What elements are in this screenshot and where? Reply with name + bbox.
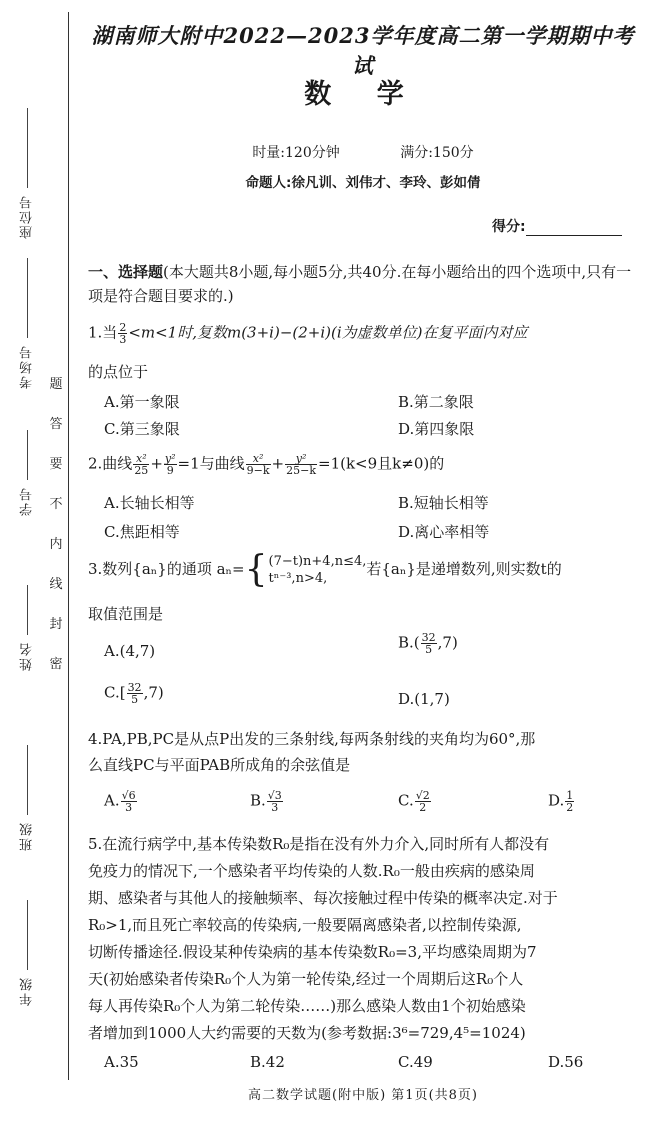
- question-3-line2: 取值范围是: [88, 605, 164, 623]
- exam-no-field[interactable]: [18, 258, 37, 389]
- grade-field[interactable]: [18, 900, 37, 1006]
- q4-option-b: B. $\frac{√3}{3}$: [250, 789, 282, 814]
- question-5-line6: 天(初始感染者传染R₀个人为第一轮传染,经过一个周期后这R₀个人: [88, 970, 524, 988]
- q1-option-b: B.第二象限: [398, 393, 474, 411]
- question-5-line8: 者增加到1000人大约需要的天数为(参考数据:3⁶=729,4⁵=1024): [88, 1024, 526, 1042]
- q3-brace: {: [244, 549, 268, 590]
- seat-field[interactable]: [18, 108, 37, 239]
- binding-line: [68, 12, 69, 1080]
- exam-subject: 数 学: [304, 79, 422, 110]
- exam-no-label: 考场号: [20, 344, 35, 389]
- section-desc: (本大题共8小题,每小题5分,共40分.在每小题给出的四个选项中,只有一项是符合题目要求的.): [88, 263, 632, 305]
- exam-time: 时量:120分钟: [252, 145, 340, 161]
- question-3: 3.数列{aₙ}的通项 aₙ={ (7−t)n+4,n≤4, tⁿ⁻³,n>4, 若{aₙ}是递增数列,则实数t的: [88, 549, 562, 590]
- q4-option-d: D. $\frac{1}{2}$: [548, 789, 574, 814]
- q2-option-d: D.离心率相等: [398, 523, 490, 541]
- binding-margin: [0, 0, 70, 1122]
- question-1: 1.当 $\frac{2}{3}$ <m<1时,复数m(3+i)−(2+i)(i为虚数单位)在复平面内对应: [88, 321, 528, 346]
- exam-meta: [88, 142, 638, 162]
- exam-full-score: 满分:150分: [400, 145, 474, 161]
- q2-option-a: A.长轴长相等: [104, 494, 195, 512]
- q5-option-c: C.49: [398, 1053, 433, 1071]
- q5-option-d: D.56: [548, 1053, 584, 1071]
- q5-option-b: B.42: [250, 1053, 285, 1071]
- question-2: 2.曲线 $\frac{\text{x²}}{25}$ + $\frac{\text{y²}}{9}$ =1与曲线 $\frac{\text{x²}}{9-k}$ + $\frac{\text{y²}}{25-k}$ =1(k<9且k≠0)的: [88, 452, 445, 477]
- section-header: [88, 260, 640, 308]
- name-field[interactable]: [18, 585, 37, 671]
- score-field[interactable]: [492, 216, 622, 236]
- q1-option-c: C.第三象限: [104, 420, 180, 438]
- q1-option-a: A.第一象限: [104, 393, 180, 411]
- question-5-line2: 免疫力的情况下,一个感染者平均传染的人数.R₀一般由疾病的感染周: [88, 862, 535, 880]
- class-field[interactable]: [18, 745, 37, 851]
- section-head: 一、选择题: [88, 263, 164, 281]
- page-footer: 高二数学试题(附中版) 第1页(共8页): [248, 1088, 478, 1103]
- seat-label: 座位号: [20, 194, 35, 239]
- q4-option-c: C. $\frac{√2}{2}$: [398, 789, 430, 814]
- q3-cases: (7−t)n+4,n≤4, tⁿ⁻³,n>4,: [268, 554, 367, 586]
- q3-option-b: B.( $\frac{32}{5}$ ,7): [398, 631, 458, 656]
- name-label: 姓名: [20, 641, 35, 671]
- student-no-label: 学号: [20, 486, 35, 516]
- exam-authors: 命题人:徐凡训、刘伟才、李玲、彭如倩: [245, 175, 481, 191]
- q2-option-b: B.短轴长相等: [398, 494, 489, 512]
- score-label: 得分:: [492, 219, 526, 235]
- score-blank[interactable]: [526, 221, 622, 236]
- question-5-line4: R₀>1,而且死亡率较高的传染病,一般要隔离感染者,以控制传染源,: [88, 916, 522, 934]
- q3-option-d: D.(1,7): [398, 690, 450, 708]
- q3-option-c: C.[ $\frac{32}{5}$ ,7): [104, 681, 164, 706]
- exam-title: 湖南师大附中2022—2023学年度高二第一学期期中考试: [91, 23, 635, 78]
- question-4-line2: 么直线PC与平面PAB所成角的余弦值是: [88, 756, 351, 774]
- seal-warning: 题 答 要 不 内 线 封 密: [49, 377, 63, 672]
- q4-option-a: A. $\frac{√6}{3}$: [104, 789, 136, 814]
- q2-option-c: C.焦距相等: [104, 523, 180, 541]
- q1-option-d: D.第四象限: [398, 420, 475, 438]
- class-label: 班级: [20, 821, 35, 851]
- question-5-line1: 5.在流行病学中,基本传染数R₀是指在没有外力介入,同时所有人都没有: [88, 835, 550, 853]
- question-5-line5: 切断传播途径.假设某种传染病的基本传染数R₀=3,平均感染周期为7: [88, 943, 537, 961]
- q5-option-a: A.35: [104, 1053, 139, 1071]
- question-5-line3: 期、感染者与其他人的接触频率、每次接触过程中传染的概率决定.对于: [88, 889, 558, 907]
- q3-option-a: A.(4,7): [104, 642, 156, 660]
- question-1-line2: 的点位于: [88, 363, 149, 381]
- q1-fraction: $\frac{2}{3}$: [119, 321, 127, 346]
- question-4: 4.PA,PB,PC是从点P出发的三条射线,每两条射线的夹角均为60°,那: [88, 730, 536, 748]
- grade-label: 年级: [20, 976, 35, 1006]
- student-no-field[interactable]: [18, 430, 37, 516]
- question-5-line7: 每人再传染R₀个人为第二轮传染……)那么感染人数由1个初始感染: [88, 997, 526, 1015]
